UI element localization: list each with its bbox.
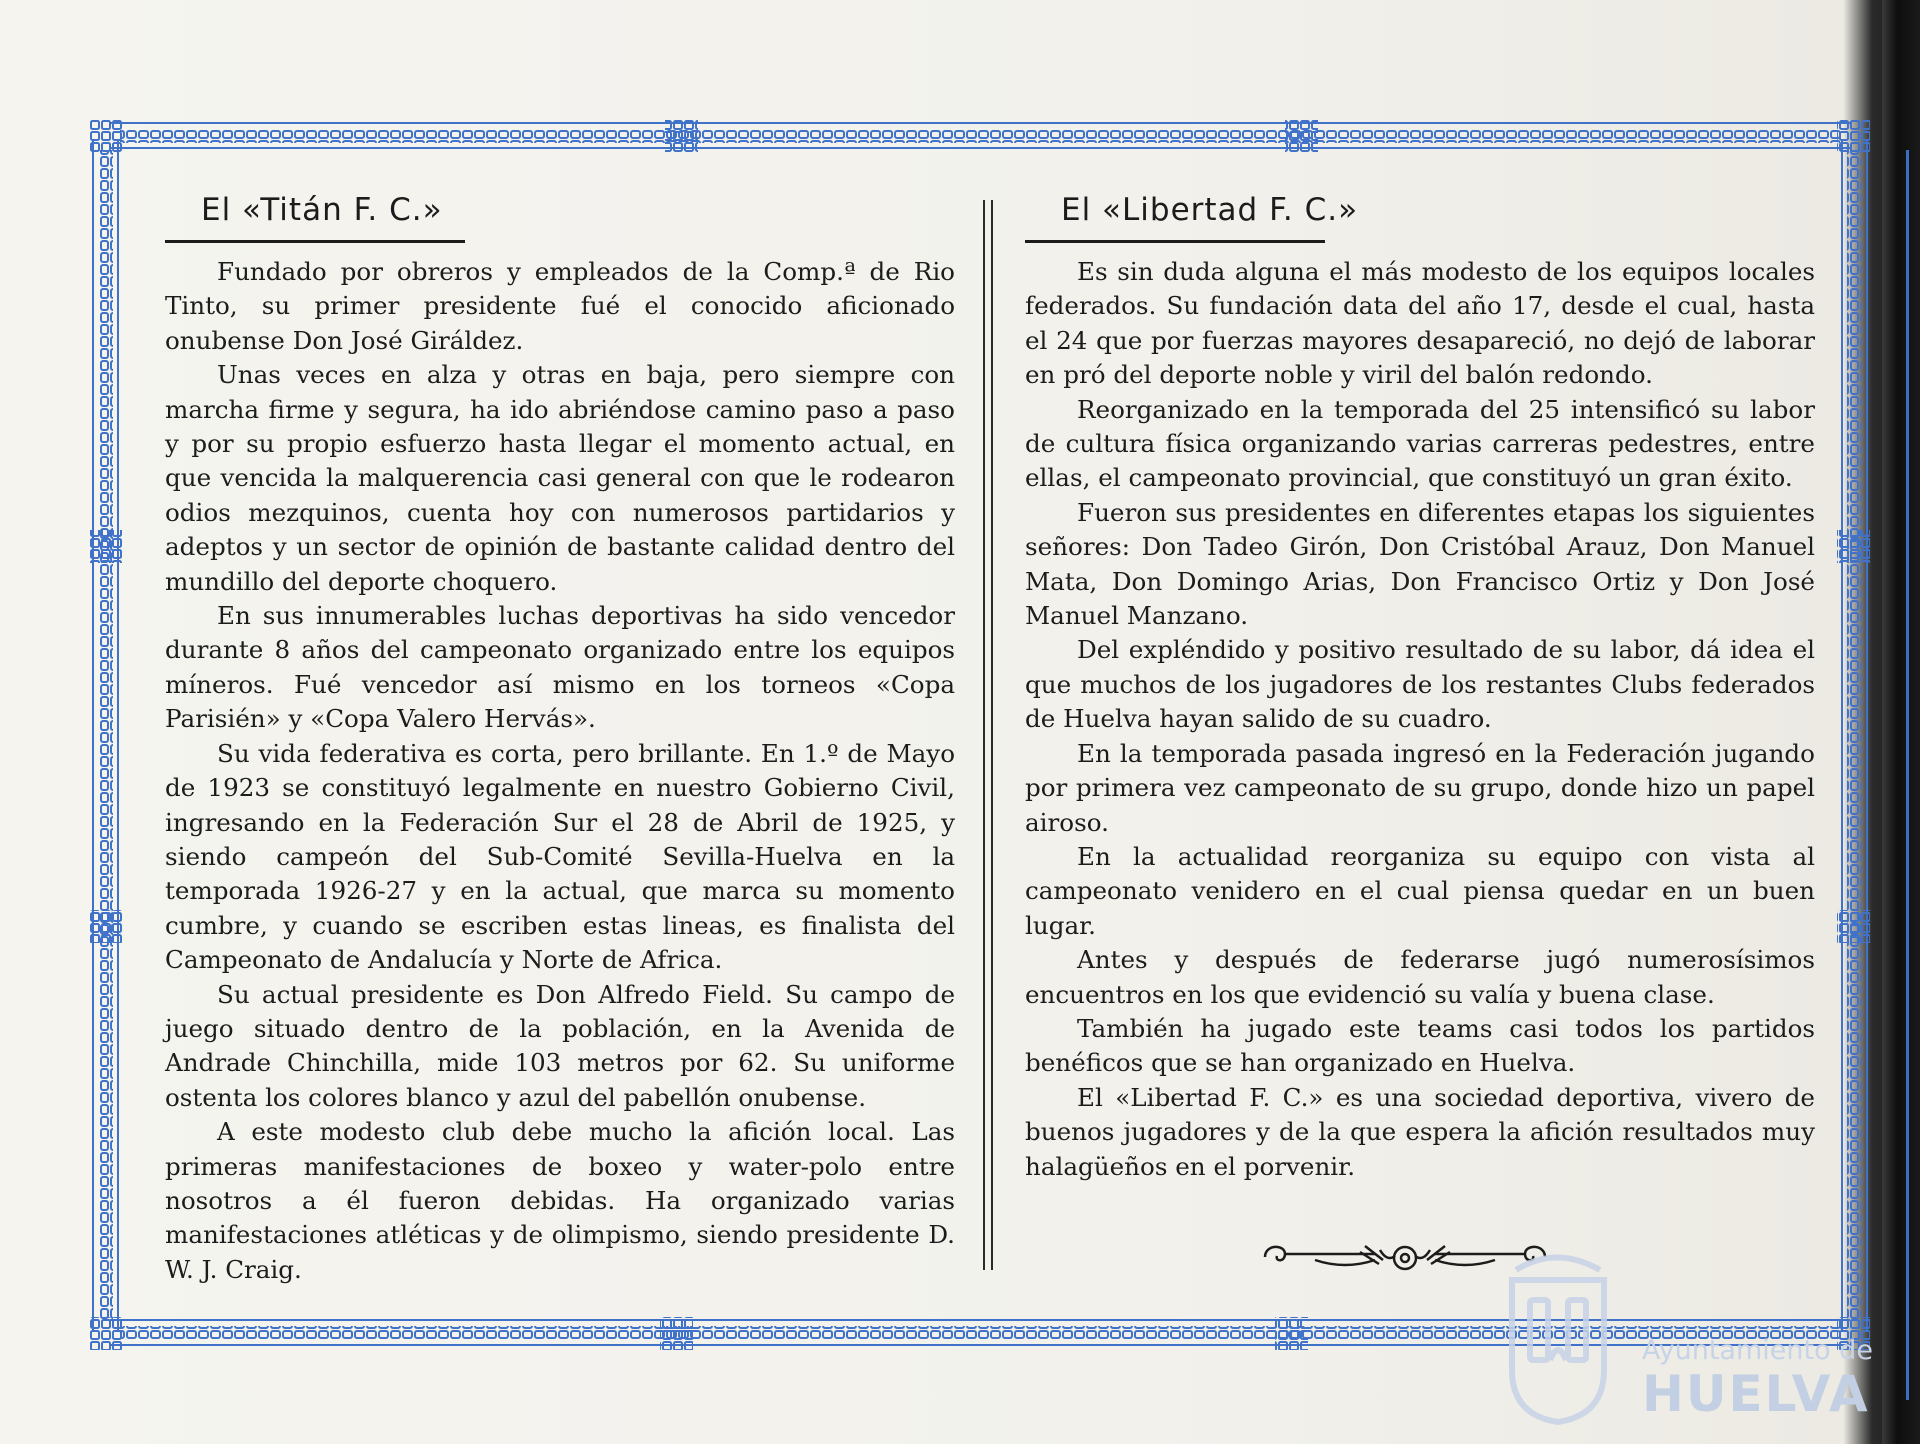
right-title-underline xyxy=(1025,240,1325,243)
article-spread xyxy=(155,180,1835,1300)
right-paragraph-9: El «Libertad F. C.» es una sociedad deportiva, vivero de buenos jugadores y de la que espera la afición resultados muy halagüeños en el porvenir. xyxy=(1025,1082,1815,1181)
right-article-title: El «Libertad F. C.» xyxy=(1061,192,1359,228)
right-paragraph-8: También ha jugado este teams casi todos los partidos benéficos que se han organizado en Huelva. xyxy=(1025,1013,1815,1078)
left-paragraph-4: Su vida federativa es corta, pero brillante. En 1.º de Mayo de 1923 se constituyó legalmente en nuestro Gobierno Civil, ingresando en la Federación Sur el 28 de Abril de 1925, y siendo campeón del Sub-Comité Sevilla-Huelva en la temporada 1926-27 y en la actual, que marca su momento cumbre, y cuando se escriben estas lineas, es finalista del Campeonato de Andalucía y Norte de Africa. xyxy=(165,738,955,975)
left-title-underline xyxy=(165,240,465,243)
right-paragraph-5: En la temporada pasada ingresó en la Federación jugando por primera vez campeonato de su grupo, donde hizo un papel airoso. xyxy=(1025,738,1815,837)
left-article-title: El «Titán F. C.» xyxy=(201,192,443,228)
next-page-border-edge xyxy=(1906,150,1920,1400)
watermark-line2: HUELVA xyxy=(1642,1365,1870,1423)
right-paragraph-4: Del expléndido y positivo resultado de su labor, dá idea el que muchos de los jugadores de los restantes Clubs federados de Huelva hayan salido de su cuadro. xyxy=(1025,635,1815,734)
column-divider xyxy=(983,200,993,1270)
left-paragraph-3: En sus innumerables luchas deportivas ha sido vencedor durante 8 años del campeonato organizado entre los equipos míneros. Fué vencedor así mismo en los torneos «Copa Parisién» y «Copa Valero Hervás». xyxy=(165,601,955,734)
right-paragraph-6: En la actualidad reorganiza su equipo con vista al campeonato venidero en el cual piensa quedar en un buen lugar. xyxy=(1025,841,1815,940)
right-paragraph-1: Es sin duda alguna el más modesto de los equipos locales federados. Su fundación data del año 17, desde el cual, hasta el 24 que por fuerzas mayores desapareció, no dejó de laborar en pró del deporte noble y viril del balón redondo. xyxy=(1025,257,1815,390)
left-paragraph-6: A este modesto club debe mucho la afición local. Las primeras manifestaciones de boxeo y water-polo entre nosotros a él fueron debidas. Ha organizado varias manifestaciones atléticas y de olimpismo, siendo presidente D. W. J. Craig. xyxy=(165,1117,955,1284)
left-paragraph-5: Su actual presidente es Don Alfredo Field. Su campo de juego situado dentro de la población, en la Avenida de Andrade Chinchilla, mide 103 metros por 62. Su uniforme ostenta los colores blanco y azul del pabellón onubense. xyxy=(165,979,955,1112)
right-paragraph-7: Antes y después de federarse jugó numerosísimos encuentros en los que evidenció su valía y buena clase. xyxy=(1025,945,1815,1009)
left-paragraph-2: Unas veces en alza y otras en baja, pero siempre con marcha firme y segura, ha ido abriéndose camino paso a paso y por su propio esfuerzo hasta llegar el momento actual, en que vencida la malquerencia casi general con que le rodearon odios mezquinos, cuenta hoy con numerosos partidarios y adeptos y un sector de opinión de bastante calidad dentro del mundillo del deporte choquero. xyxy=(165,360,955,596)
watermark-line1: Ayuntamiento de xyxy=(1642,1335,1873,1366)
left-article xyxy=(165,180,955,1287)
left-paragraph-1: Fundado por obreros y empleados de la Comp.ª de Rio Tinto, su primer presidente fué el conocido aficionado onubense Don José Giráldez. xyxy=(165,257,955,355)
right-paragraph-2: Reorganizado en la temporada del 25 intensificó su labor de cultura física organizando varias carreras pedestres, entre ellas, el campeonato provincial, que constituyó un gran éxito. xyxy=(1025,394,1815,493)
right-article xyxy=(1025,180,1815,1184)
right-paragraph-3: Fueron sus presidentes en diferentes etapas los siguientes señores: Don Tadeo Girón, Don Cristóbal Arauz, Don Manuel Mata, Don Domingo Arias, Don Francisco Ortiz y Don José Manuel Manzano. xyxy=(1025,497,1815,631)
